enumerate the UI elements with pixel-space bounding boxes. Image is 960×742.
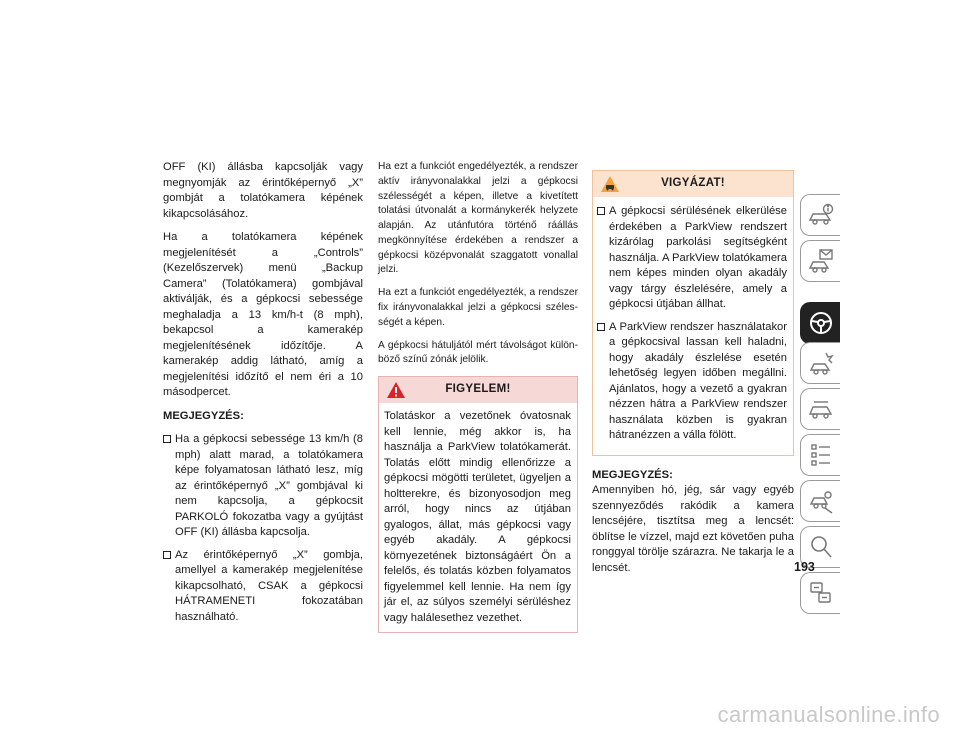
car-caution-icon [600, 175, 620, 193]
caution-panel-body [593, 197, 793, 455]
lens-note-text: Amennyiben hó, jég, sár vagy egyéb szennyeződés rakódik a kamera lencséjére, tisztítsa meg a lencsét: öblítse le vízzel, majd ezt követően puha ronggyal törölje szárazra. Ne takarja le a lencsét. [592, 484, 794, 574]
language-icon [806, 578, 836, 608]
tab-car-info[interactable] [800, 194, 840, 236]
intro-paragraph: OFF (KI) állásba kapcsolják vagy megnyomják az érintőképernyő „X” gombját a tolatókamera képének kikapcsolásához. [163, 161, 363, 220]
checkbox-bullet-icon [163, 551, 171, 559]
steering-wheel-icon [806, 308, 836, 338]
distance-zones-paragraph: A gépkocsi hátuljától mért távolságot különböző színű zónák jelölik. [378, 339, 578, 366]
note-heading: MEGJEGYZÉS: [592, 468, 673, 481]
tab-car-service[interactable] [800, 388, 840, 430]
fixed-guidelines-paragraph: Ha ezt a funkciót engedélyezték, a rendszer fix irányvonalakkal jelzi a gépkocsi szélességét a képen. [378, 287, 578, 328]
list-item: Az érintőképernyő „X” gombja, amellyel a kamerakép megjelenítése kikapcsolható, CSAK a gépkocsi HÁTRAMENETI fokozatában használható. [163, 548, 363, 626]
left-column [163, 160, 363, 632]
caution-panel [592, 170, 794, 456]
tab-checklist[interactable] [800, 434, 840, 476]
tab-car-envelope[interactable] [800, 240, 840, 282]
watermark: carmanualsonline.info [717, 702, 940, 727]
checklist-icon [806, 440, 836, 470]
car-envelope-icon [806, 246, 836, 276]
active-guidelines-paragraph: Ha ezt a funkciót engedélyezték, a rendszer aktív irányvonalakkal jelzi a gépkocsi szélességét a képen, illetve a kivetített tolatási útvonalát a kormánykerék helyzete alapján. Az utánfutóra történő ráállás megkönnyítése érdekében a rendszer a gépkocsi középvonalát szaggatott vonallal jelzi. [378, 161, 578, 276]
warning-panel-text: Tolatáskor a vezetőnek óvatosnak kell lennie, még akkor is, ha használja a ParkView tolatókamerát. Tolatás előtt mindig ellenőrizze a gépkocsi mögötti területet, ügyeljen a holtterekre, és bizonyosodjon meg arról, hogy nincs az útjában gyalogos, állat, más gépkocsi vagy egyéb akadály. A gépkocsi környezetének biztonságáért Ön a felelős, és tolatás közben folyamatos figyelemmel kell lennie. Ha nem így jár el, az súlyos személyi sérüléshez vagy halálesethez vezethet. [384, 410, 571, 624]
warning-panel [378, 376, 578, 633]
list-item: A ParkView rendszer használatakor a gépkocsival lassan kell haladni, hogy akadály észlelése esetén lehetőség legyen időben megállni. Ajánlatos, hogy a vezető a gyakran nézzen hátra a ParkView rendszer használata közben is gyakran hátranézzen a válla fölött. [597, 320, 787, 444]
list-item: Ha a gépkocsi sebessége 13 km/h (8 mph) alatt marad, a tolatókamera képe folyamatosan látható lesz, míg az érintőképernyő „X” gombjával ki nem kapcsolja, a gépkocsit PARKOLÓ fokozatba vagy a gyújtást OFF (KI) állásba kapcsolja. [163, 432, 363, 541]
page-number: 193 [794, 560, 815, 574]
list-item: A gépkocsi sérülésének elkerülése érdekében a ParkView rendszert kizárólag parkolási segítségként használja. A ParkView tolatókamera nem képes minden olyan akadály vagy tárgy észlelésére, amely a gépkocsi útjában állhat. [597, 204, 787, 313]
checkbox-bullet-icon [597, 323, 605, 331]
checkbox-bullet-icon [597, 207, 605, 215]
caution-panel-title: VIGYÁZAT! [661, 177, 725, 190]
checkbox-bullet-icon [163, 435, 171, 443]
tab-steering-wheel[interactable] [800, 302, 840, 344]
car-crash-icon [806, 348, 836, 378]
lens-note [592, 468, 794, 577]
tab-language[interactable] [800, 572, 840, 614]
magnifier-icon [806, 532, 836, 562]
warning-triangle-icon [386, 381, 406, 399]
note-bullet-list [163, 432, 363, 625]
warning-panel-title: FIGYELEM! [445, 383, 511, 396]
caution-bullet-list [597, 204, 787, 444]
middle-column [378, 160, 578, 633]
warning-panel-header [379, 377, 577, 403]
car-info-icon [806, 200, 836, 230]
right-column [592, 160, 794, 576]
car-service-icon [806, 394, 836, 424]
car-tools-icon [806, 486, 836, 516]
controls-paragraph: Ha a tolatókamera képének megjelenítését a „Controls” (Kezelőszervek) menü „Backup Camera” (Tolatókamera) gombjával aktiválják, és a gépkocsi sebessége meghaladja a 13 km/h-t (8 mph), bekapcsol a kamerakép megjelenítésének időzítője. A kamerakép addig látható, amíg a megjelenítési időzítő el nem éri a 10 másodpercet. [163, 231, 363, 399]
note-heading: MEGJEGYZÉS: [163, 409, 244, 422]
caution-panel-header [593, 171, 793, 197]
tab-car-tools[interactable] [800, 480, 840, 522]
tab-car-crash[interactable] [800, 342, 840, 384]
